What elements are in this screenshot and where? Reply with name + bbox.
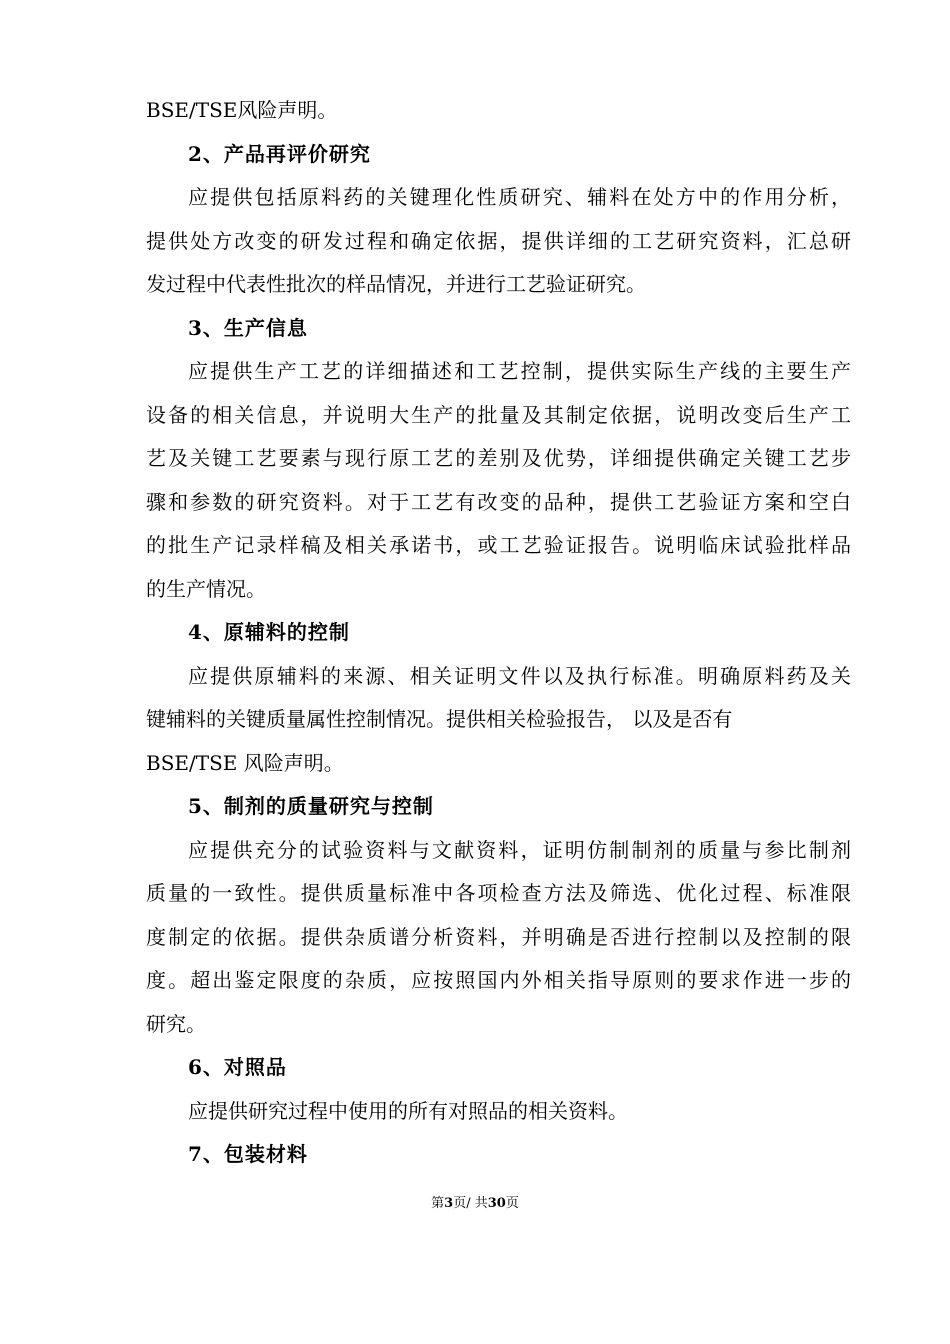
body-line: 发过程中代表性批次的样品情况，并进行工艺验证研究。 (146, 272, 646, 296)
body-line: 设备的相关信息，并说明大生产的批量及其制定依据，说明改变后生产工 (146, 403, 851, 427)
body-line: 研究。 (146, 1012, 206, 1036)
footer-total-pages: 30 (487, 1196, 506, 1211)
body-line: BSE/TSE风险声明。 (146, 98, 338, 122)
section-heading-5: 5、制剂的质量研究与控制 (188, 794, 434, 818)
body-line: 骤和参数的研究资料。对于工艺有改变的品种，提供工艺验证方案和空白 (146, 490, 851, 514)
footer-prefix: 第 (431, 1196, 445, 1211)
body-line: 的生产情况。 (146, 577, 266, 601)
footer-mid: 页/ 共 (453, 1196, 488, 1211)
body-line: 度制定的依据。提供杂质谱分析资料，并明确是否进行控制以及控制的限 (146, 925, 851, 949)
body-line: 应提供研究过程中使用的所有对照品的相关资料。 (188, 1099, 628, 1123)
section-heading-7: 7、包装材料 (188, 1142, 308, 1166)
body-line: 应提供原辅料的来源、相关证明文件以及执行标准。明确原料药及关 (188, 664, 851, 688)
body-line: 度。超出鉴定限度的杂质，应按照国内外相关指导原则的要求作进一步的 (146, 968, 851, 992)
body-line: 艺及关键工艺要素与现行原工艺的差别及优势，详细提供确定关键工艺步 (146, 446, 851, 470)
section-heading-4: 4、原辅料的控制 (188, 620, 350, 644)
body-line: 质量的一致性。提供质量标准中各项检查方法及筛选、优化过程、标准限 (146, 881, 851, 905)
section-heading-2: 2、产品再评价研究 (188, 142, 371, 166)
body-line: 提供处方改变的研发过程和确定依据，提供详细的工艺研究资料，汇总研 (146, 229, 851, 253)
body-line: 应提供包括原料药的关键理化性质研究、辅料在处方中的作用分析， (188, 185, 851, 209)
body-line: 应提供生产工艺的详细描述和工艺控制，提供实际生产线的主要生产 (188, 359, 851, 383)
footer-page-number: 3 (444, 1196, 454, 1211)
footer-suffix: 页 (505, 1196, 519, 1211)
page-footer (0, 1195, 950, 1213)
body-line: 键辅料的关键质量属性控制情况。提供相关检验报告， 以及是否有 (146, 707, 733, 731)
body-line: 的批生产记录样稿及相关承诺书，或工艺验证报告。说明临床试验批样品 (146, 533, 851, 557)
body-line: 应提供充分的试验资料与文献资料，证明仿制制剂的质量与参比制剂 (188, 838, 851, 862)
section-heading-6: 6、对照品 (188, 1055, 287, 1079)
section-heading-3: 3、生产信息 (188, 316, 308, 340)
body-line: BSE/TSE 风险声明。 (146, 751, 344, 775)
